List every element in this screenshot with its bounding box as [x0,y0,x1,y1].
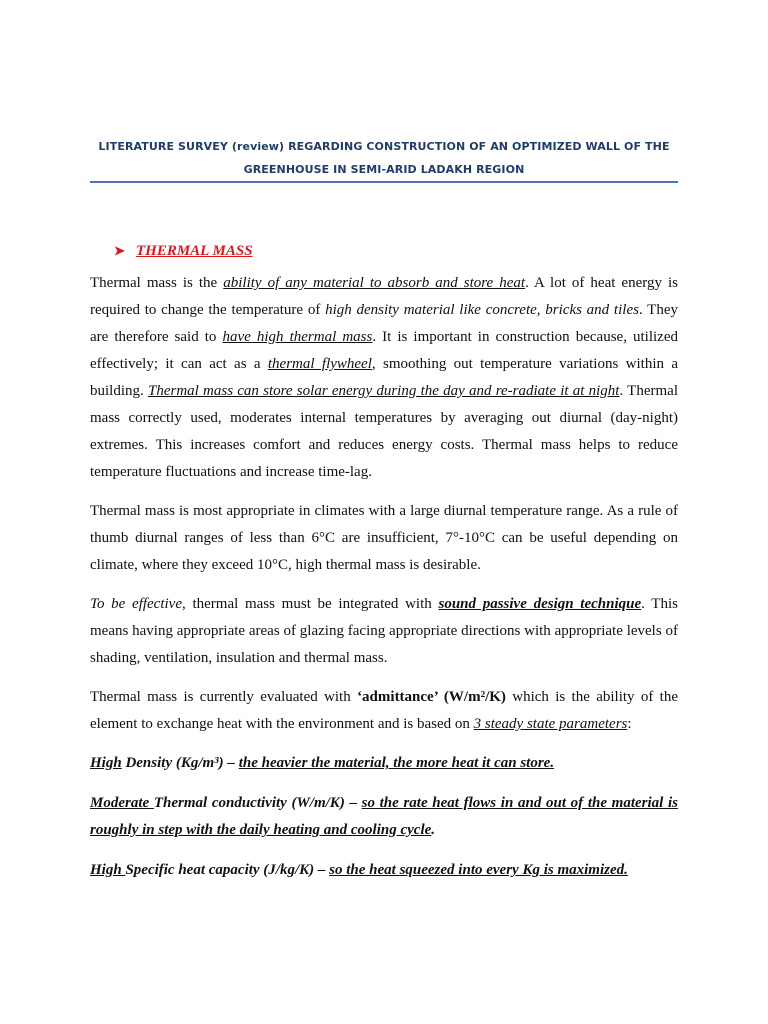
emphasis-run: To be effective [90,596,182,612]
emphasis-run: thermal flywheel [267,356,372,372]
text-run: . It is important in construction because, utilized effectively; it can act as a [90,329,678,372]
text-run: Thermal mass is the [90,275,224,291]
emphasis-run: High [90,755,122,771]
emphasis-run: high density material like concrete, bricks and tiles [325,302,639,318]
title-line-2: GREENHOUSE IN SEMI-ARID LADAKH REGION [243,163,525,176]
text-run: . Thermal mass correctly used, moderates internal temperatures by averaging out diurnal (day-night) extremes. This increases comfort and reduces energy costs. Thermal mass helps to reduce temperature fluctuations and increase time-lag. [90,383,678,480]
emphasis-run: Thermal mass can store solar energy during the day and re-radiate it at night [147,383,620,399]
text-run: Thermal mass is most appropriate in climates with a large diurnal temperature range. As a rule of thumb diurnal ranges of less than 6°C are insufficient, 7°-10°C can be useful depending on climate, where they exceed 10°C, high thermal mass is desirable. [90,503,678,573]
text-run: : [627,716,632,732]
emphasis-run: sound passive design technique [438,596,642,612]
arrow-bullet-icon: ➤ [114,243,125,258]
text-run: , thermal mass must be integrated with [182,596,439,612]
emphasis-run: so the rate heat flows in and out of the material is roughly in step with the daily heating and cooling cycle [90,795,678,838]
title-line-1: LITERATURE SURVEY (review) REGARDING CONSTRUCTION OF AN OPTIMIZED WALL OF THE [98,140,670,153]
text-run: . A lot of heat energy is required to change the temperature of [90,275,679,318]
emphasis-run: High [90,862,126,878]
emphasis-run: . [431,822,436,838]
parameter-density [90,750,678,777]
emphasis-run: 3 steady state parameters [473,716,628,732]
text-run: . They are therefore said to [90,302,678,345]
emphasis-run: have high thermal mass [222,329,373,345]
emphasis-run: Density (Kg/m³) – [121,755,239,771]
parameter-thermal-conductivity [90,790,678,844]
emphasis-run: Moderate [90,795,154,811]
title-underline-rule [90,181,678,183]
emphasis-run: ‘admittance’ (W/m²/K) [357,689,506,705]
paragraph-passive-design [90,591,678,672]
document-body [90,270,678,896]
emphasis-run: ability of any material to absorb and store heat [223,275,526,291]
text-run: Thermal mass is currently evaluated with [90,689,358,705]
text-run: . This means having appropriate areas of glazing facing appropriate directions with appropriate levels of shading, ventilation, insulation and thermal mass. [90,596,678,666]
text-run: , smoothing out temperature variations within a building. [90,356,678,399]
paragraph-admittance [90,684,678,738]
paragraph-thermal-mass-definition [90,270,678,486]
emphasis-run: Specific heat capacity (J/kg/K) – [125,862,330,878]
emphasis-run: so the heat squeezed into every Kg is maximized. [329,862,628,878]
emphasis-run: Thermal conductivity (W/m/K) – [153,795,362,811]
paragraph-diurnal-range [90,498,678,579]
parameter-specific-heat [90,857,678,884]
document-title [90,135,678,181]
section-heading [114,241,253,261]
text-run: which is the ability of the element to exchange heat with the environment and is based on [90,689,679,732]
emphasis-run: the heavier the material, the more heat it can store. [238,755,555,771]
section-heading-text: THERMAL MASS [136,243,253,259]
